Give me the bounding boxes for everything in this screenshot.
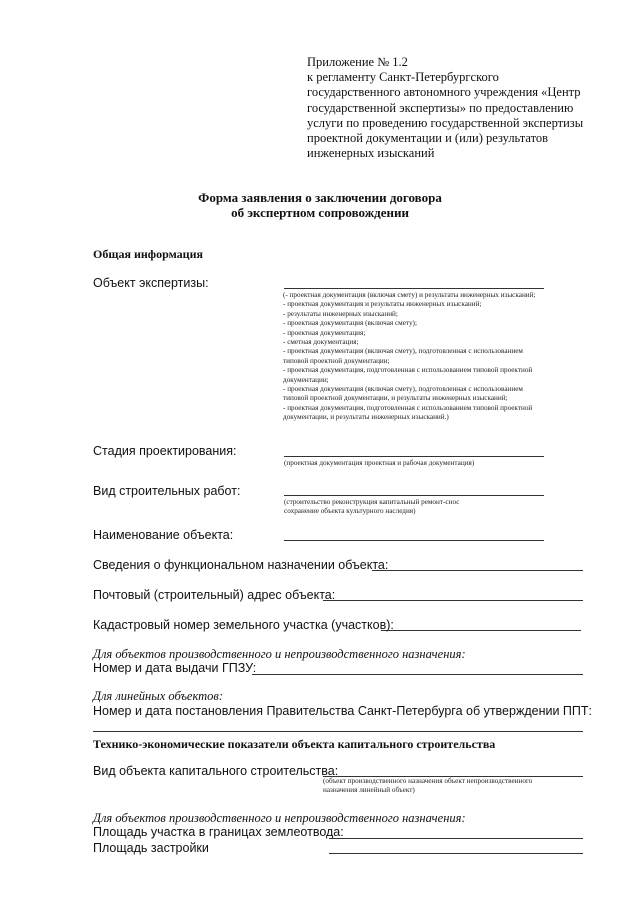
hint-line: - проектная документация, подготовленная с использованием типовой проектной [283,403,533,412]
land-area-label: Площадь участка в границах землеотвода: [93,825,344,839]
object-expertise-label: Объект экспертизы: [93,276,209,290]
hint-line: типовой проектной документации; [283,356,390,365]
object-expertise-hint [283,291,535,423]
form-title [0,190,640,220]
hint-line: документации, и результаты инженерных изысканий.) [283,413,449,422]
appendix-line: государственной экспертизы» по предоставлению [307,100,574,115]
ppt-field[interactable] [93,731,583,732]
hint-line: - проектная документация, подготовленная с использованием типовой проектной [283,366,533,375]
appendix-line: государственного автономного учреждения «Центр [307,85,581,100]
construction-type-field[interactable] [284,495,544,496]
appendix-line: услуги по проведению государственной экспертизы [307,115,584,130]
capital-object-type-hint [323,777,532,796]
appendix-line: Приложение № 1.2 [307,55,408,69]
appendix-line: инженерных изысканий [307,146,435,161]
hint-line: - проектная документация (включая смету), подготовленная с использованием [283,347,523,356]
design-stage-label: Стадия проектирования: [93,444,237,458]
functional-purpose-label: Сведения о функциональном назначении объекта: [93,558,389,572]
functional-purpose-field[interactable] [372,570,583,571]
hint-line: - проектная документация (включая смету); [283,319,417,328]
postal-address-label: Почтовый (строительный) адрес объекта: [93,588,336,602]
design-stage-hint [284,459,474,468]
appendix-line: к регламенту Санкт-Петербургского [307,70,499,85]
design-stage-field[interactable] [284,456,544,457]
hint-line: - результаты инженерных изысканий; [283,309,398,318]
hint-line: - сметная документация; [283,338,359,347]
object-expertise-field[interactable] [284,288,544,289]
hint-line: - проектная документация (включая смету), подготовленная с использованием [283,385,523,394]
hint-line: (проектная документация проектная и рабочая документация) [284,459,475,467]
ppt-label: Номер и дата постановления Правительства Санкт-Петербурга об утверждении ППТ: [93,704,592,718]
land-area-field[interactable] [329,838,583,839]
linear-objects-note: Для линейных объектов: [93,689,224,703]
appendix-line: проектной документации и (или) результатов [307,131,549,146]
appendix-block [307,55,607,161]
capital-object-type-label: Вид объекта капитального строительства: [93,764,339,778]
hint-line: документации; [283,375,329,384]
construction-type-label: Вид строительных работ: [93,484,241,498]
hint-line: (- проектная документация (включая смету) и результаты инженерных изысканий; [283,291,536,299]
production-objects-note-2: Для объектов производственного и непроизводственного назначения: [93,811,466,825]
form-title-line-1: Форма заявления о заключении договора [198,190,442,205]
hint-line: сохранение объекта культурного наследия) [284,507,416,516]
object-name-field[interactable] [284,540,544,541]
hint-line: - проектная документация; [283,328,366,337]
object-name-label: Наименование объекта: [93,528,234,542]
construction-type-hint [284,498,459,517]
hint-line: назначения линейный объект) [323,786,415,795]
building-area-field[interactable] [329,853,583,854]
hint-line: (строительство реконструкция капитальный ремонт-снос [284,498,460,506]
gpzu-label: Номер и дата выдачи ГПЗУ: [93,661,257,675]
hint-line: (объект производственного назначения объект непроизводственного [323,777,533,785]
cadastral-number-field[interactable] [381,630,581,631]
cadastral-number-label: Кадастровый номер земельного участка (участков): [93,618,394,632]
building-area-label: Площадь застройки [93,841,209,855]
production-objects-note: Для объектов производственного и непроизводственного назначения: [93,647,466,661]
hint-line: - проектная документация и результаты инженерных изысканий; [283,300,482,309]
gpzu-field[interactable] [252,674,583,675]
section-tep-heading: Технико-экономические показатели объекта капитального строительства [93,737,496,751]
form-title-line-2: об экспертном сопровождении [231,205,409,220]
section-general-heading: Общая информация [93,247,203,261]
postal-address-field[interactable] [323,600,583,601]
hint-line: типовой проектной документации, и результаты инженерных изысканий; [283,394,508,403]
